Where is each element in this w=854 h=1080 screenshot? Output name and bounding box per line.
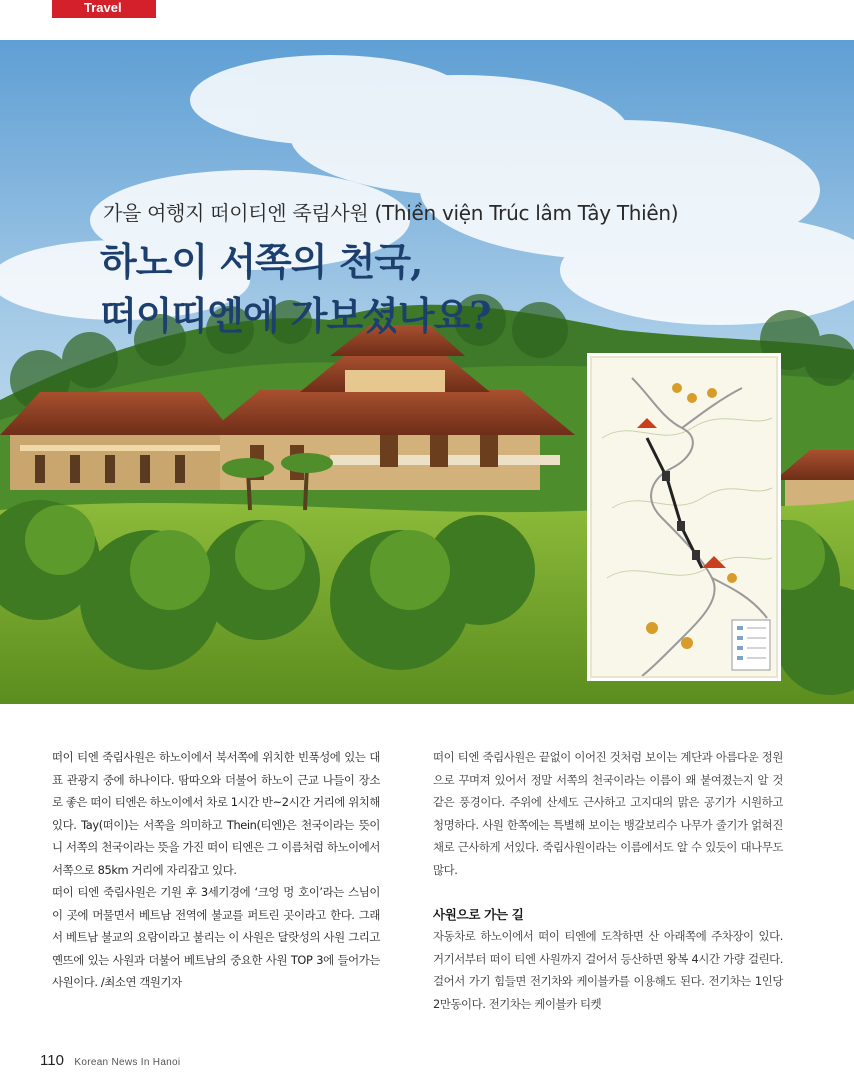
- article-title-line-1: 하노이 서쪽의 천국,: [100, 239, 423, 284]
- route-map-illustration: [592, 358, 776, 676]
- article-left-column: [52, 746, 380, 994]
- page-number: 110: [40, 1052, 64, 1069]
- route-heading: 사원으로 가는 길: [433, 907, 524, 922]
- page-footer: [40, 1052, 180, 1070]
- route-paragraph: 자동차로 하노이에서 떠이 티엔에 도착하면 산 아래쪽에 주차장이 있다. 거기서부터 떠이 티엔 사원까지 걸어서 등산하면 왕복 4시간 가량 걸린다. 걸어서 가기 힘들면 전기차와 케이블카를 이용해도 된다. 전기차는 1인당 2만동이다. 전기차는 케이블카 티켓: [433, 929, 783, 1011]
- article-subtitle: 가을 여행지 떠이티엔 죽림사원 (Thiền viện Trúc lâm Tây Thiên): [103, 201, 679, 225]
- publication-name: Korean News In Hanoi: [74, 1057, 181, 1068]
- article-right-column: [433, 746, 783, 1015]
- article-title: [100, 235, 491, 343]
- article-paragraph: 떠이 티엔 죽림사원은 기원 후 3세기경에 ‘크엉 멍 호이’라는 스님이 이 곳에 머물면서 베트남 전역에 불교를 퍼트린 곳이라고 한다. 그래서 베트남 불교의 요람이라고 불리는 이 사원은 달랏성의 사원 그리고 옌뜨에 있는 사원과 더불어 베트남의 중요한 사원 TOP 3에 들어가는 사원이다. /최소연 객원기자: [52, 885, 380, 989]
- article-paragraph: 떠이 티엔 죽림사원은 하노이에서 북서쪽에 위치한 빈푹성에 있는 대표 관광지 중에 하나이다. 땀따오와 더불어 하노이 근교 나들이 장소로 좋은 떠이 티엔은 하노이에서 차로 1시간 반~2시간 거리에 위치해있다. Tay(떠이)는 서쪽을 의미하고 Thein(티엔)은 천국이라는 뜻이니 서쪽의 천국이라는 뜻을 가진 떠이 티엔은 그 이름처럼 하노이에서 서쪽으로 85km 거리에 자리잡고 있다.: [52, 750, 380, 877]
- article-paragraph: 떠이 티엔 죽림사원은 끝없이 이어진 것처럼 보이는 계단과 아름다운 정원으로 꾸며져 있어서 정말 서쪽의 천국이라는 이름이 왜 붙여졌는지 알 것 같은 풍경이다. 주위에 산세도 근사하고 고지대의 맑은 공기가 시원하고 청명하다. 사원 한쪽에는 특별해 보이는 뱅갈보리수 나무가 줄기가 얽혀진 채로 근사하게 서있다. 죽림사원이라는 이름에서도 알 수 있듯이 대나무도 많다.: [433, 750, 783, 877]
- route-map: [590, 356, 778, 678]
- article-title-line-2: 떠이띠엔에 가보셨나요?: [100, 293, 491, 338]
- section-tab-travel: Travel: [52, 0, 156, 18]
